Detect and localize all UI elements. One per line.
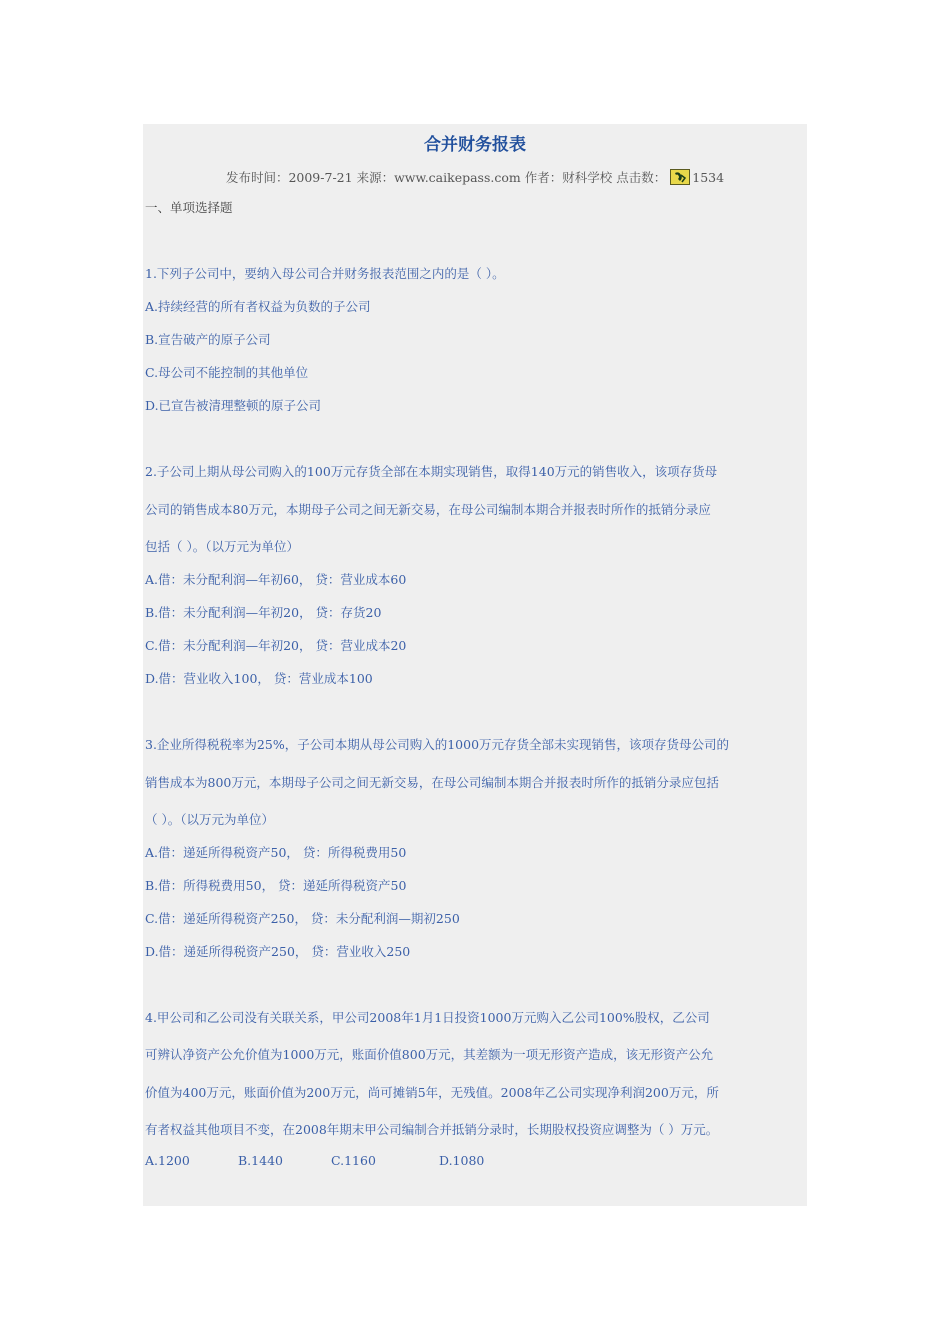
q3-stem-line3: （ ）。（以万元为单位） bbox=[145, 812, 274, 827]
q4-stem-line1: 4.甲公司和乙公司没有关联关系，甲公司2008年1月1日投资1000万元购入乙公司100%股权，乙公司 bbox=[145, 1010, 710, 1025]
q3-option-b: B.借：所得税费用50， 贷：递延所得税资产50 bbox=[145, 878, 407, 893]
author-label: 作者： bbox=[524, 170, 563, 185]
q3-option-c: C.借：递延所得税资产250， 贷：未分配利润—期初250 bbox=[145, 911, 460, 926]
q4-stem-line4: 有者权益其他项目不变，在2008年期末甲公司编制合并抵销分录时，长期股权投资应调整为（ ）万元。 bbox=[145, 1122, 719, 1137]
q2-option-c: C.借：未分配利润—年初20， 贷：营业成本20 bbox=[145, 638, 407, 653]
q2-option-d: D.借：营业收入100， 贷：营业成本100 bbox=[145, 671, 373, 686]
clicks-label: 点击数： bbox=[616, 170, 667, 185]
q4-options-row bbox=[145, 1153, 484, 1168]
author-value: 财科学校 bbox=[562, 170, 613, 185]
q1-stem-line1: 1.下列子公司中，要纳入母公司合并财务报表范围之内的是（ ）。 bbox=[145, 266, 505, 281]
q4-stem-line3: 价值为400万元，账面价值为200万元，尚可摊销5年，无残值。2008年乙公司实现净利润200万元，所 bbox=[145, 1085, 719, 1100]
q4-option-b: B.1440 bbox=[238, 1153, 283, 1168]
q1-option-d: D.已宣告被清理整顿的原子公司 bbox=[145, 398, 322, 413]
published-date: 2009-7-21 bbox=[288, 170, 353, 185]
q1-option-a: A.持续经营的所有者权益为负数的子公司 bbox=[145, 299, 371, 314]
section-heading: 一、单项选择题 bbox=[145, 200, 233, 215]
q4-stem-line2: 可辨认净资产公允价值为1000万元，账面价值800万元，其差额为一项无形资产造成，该无形资产公允 bbox=[145, 1047, 714, 1062]
q1-option-c: C.母公司不能控制的其他单位 bbox=[145, 365, 309, 380]
article-meta bbox=[143, 168, 807, 186]
q2-stem-line3: 包括（ ）。（以万元为单位） bbox=[145, 539, 299, 554]
q3-stem-line2: 销售成本为800万元，本期母子公司之间无新交易，在母公司编制本期合并报表时所作的抵销分录应包括 bbox=[145, 775, 719, 790]
source-value: www.caikepass.com bbox=[394, 170, 521, 185]
source-label: 来源： bbox=[356, 170, 395, 185]
q2-option-b: B.借：未分配利润—年初20， 贷：存货20 bbox=[145, 605, 382, 620]
published-label: 发布时间： bbox=[225, 170, 289, 185]
q3-stem-line1: 3.企业所得税税率为25%，子公司本期从母公司购入的1000万元存货全部未实现销售，该项存货母公司的 bbox=[145, 737, 730, 752]
article-title: 合并财务报表 bbox=[424, 135, 526, 155]
q4-option-d: D.1080 bbox=[439, 1153, 485, 1168]
q3-option-d: D.借：递延所得税资产250， 贷：营业收入250 bbox=[145, 944, 411, 959]
q2-stem-line2: 公司的销售成本80万元，本期母子公司之间无新交易，在母公司编制本期合并报表时所作的抵销分录应 bbox=[145, 502, 711, 517]
q3-option-a: A.借：递延所得税资产50， 贷：所得税费用50 bbox=[145, 845, 407, 860]
click-counter-icon bbox=[670, 169, 690, 185]
article-panel bbox=[143, 124, 807, 1206]
q2-option-a: A.借：未分配利润—年初60， 贷：营业成本60 bbox=[145, 572, 407, 587]
q4-option-c: C.1160 bbox=[331, 1153, 376, 1168]
q2-stem-line1: 2.子公司上期从母公司购入的100万元存货全部在本期实现销售，取得140万元的销售收入，该项存货母 bbox=[145, 464, 718, 479]
q4-option-a: A.1200 bbox=[145, 1153, 190, 1168]
clicks-value: 1534 bbox=[692, 170, 725, 185]
q1-option-b: B.宣告破产的原子公司 bbox=[145, 332, 271, 347]
